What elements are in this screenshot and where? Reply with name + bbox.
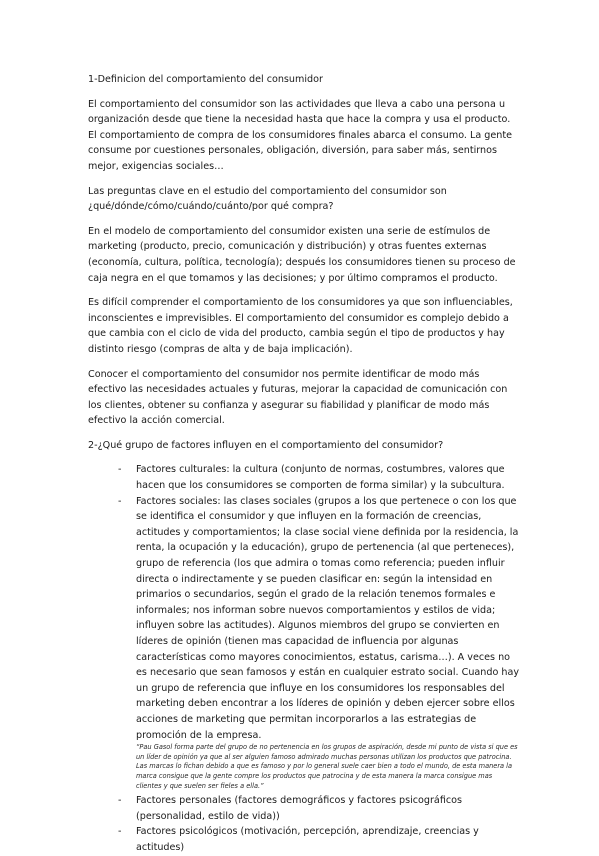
list-item-psychological bbox=[88, 824, 519, 855]
list-item-personal bbox=[88, 793, 519, 824]
factors-list bbox=[88, 462, 519, 855]
factor-psychological-text: Factores psicológicos (motivación, percepción, aprendizaje, creencias y actitudes) bbox=[136, 826, 479, 853]
factor-cultural-text: Factores culturales: la cultura (conjunto de normas, costumbres, valores que hacen que los consumidores se comporten de forma similar) y la subcultura. bbox=[136, 464, 505, 492]
factor-social-text: Factores sociales: las clases sociales (grupos a los que pertenece o con los que se identifica el consumidor y que influyen en la formación de creencias, actitudes y comportamientos; la clase social viene definida por la residencia, la renta, la ocupación y la educación), grupo de pertenencia (al que perteneces), grupo de referencia (los que admira o tomas como referencia; pueden influir directa o indirectamente y se pueden clasificar en: según la intensidad en primarios o secundarios, según el grado de la relación tenemos formales e informales; nos informan sobre nuevos comportamientos y estilos de vida; influyen sobre las actitudes). Algunos miembros del grupo se convierten en líderes de opinión (tienen mas capacidad de influencia por algunas características como mayores conocimientos, estatus, carisma…). A veces no es necesario que sean famosos y están en cualquier estrato social. Cuando hay un grupo de referencia que influye en los consumidores los responsables del marketing deben encontrar a los líderes de opinión y deben ejercer sobre ellos acciones de marketing que permitan incorporarlos a las estrategias de promoción de la empresa. bbox=[136, 495, 520, 741]
bullet-marker: - bbox=[118, 464, 122, 476]
bullet-marker: - bbox=[118, 826, 122, 838]
section-2-title: 2-¿Qué grupo de factores influyen en el comportamiento del consumidor? bbox=[88, 439, 444, 451]
factor-personal-text: Factores personales (factores demográficos y factores psicográficos (personalidad, estilo de vida)) bbox=[136, 795, 462, 822]
paragraph-definition: El comportamiento del consumidor son las actividades que lleva a cabo una persona u organización desde que tiene la necesidad hasta que hace la compra y usa el producto. El comportamiento de compra de los consumidores finales abarca el consumo. La gente consume por cuestiones personales, obligación, diversión, para saber más, sentirnos mejor, exigencias sociales… bbox=[88, 98, 513, 172]
bullet-marker: - bbox=[118, 795, 122, 807]
paragraph-complexity: Es difícil comprender el comportamiento de los consumidores ya que son influenciables, inconscientes e imprevisibles. El comportamiento del consumidor es complejo debido a que cambia con el ciclo de vida del producto, cambia según el tipo de productos y hay distinto riesgo (compras de alta y de baja implicación). bbox=[88, 297, 513, 355]
paragraph-benefits: Conocer el comportamiento del consumidor nos permite identificar de modo más efectivo las necesidades actuales y futuras, mejorar la capacidad de comunicación con los clientes, obtener su confianza y asegurar su fiabilidad y planificar de modo más efectivo la acción comercial. bbox=[88, 368, 508, 427]
quote-example: “Pau Gasol forma parte del grupo de no pertenencia en los grupos de aspiración, desde mi punto de vista si que es un líder de opinión ya que al ser alguien famoso admirado muchas personas utilizan los productos que patrocina. Las marcas lo fichan debido a que es famoso y por lo general suele caer bien a todo el mundo, de esta manera la marca consigue que la gente compre los productos que patrocina y de esta manera la marca consigue mas clientes y que suelen ser fieles a ella.” bbox=[136, 743, 518, 790]
bullet-marker: - bbox=[118, 495, 122, 507]
list-item-cultural bbox=[88, 462, 519, 493]
section-1-title: 1-Definicion del comportamiento del consumidor bbox=[88, 74, 323, 85]
paragraph-model: En el modelo de comportamiento del consumidor existen una serie de estímulos de marketing (producto, precio, comunicación y distribución) y otras fuentes externas (economía, cultura, política, tecnología); después los consumidores tienen su proceso de caja negra en el que tomamos y las decisiones; y por último compramos el producto. bbox=[88, 225, 516, 284]
paragraph-key-questions: Las preguntas clave en el estudio del comportamiento del consumidor son ¿qué/dónde/cómo/cuándo/cuánto/por qué compra? bbox=[88, 185, 447, 213]
list-item-social bbox=[88, 494, 519, 791]
